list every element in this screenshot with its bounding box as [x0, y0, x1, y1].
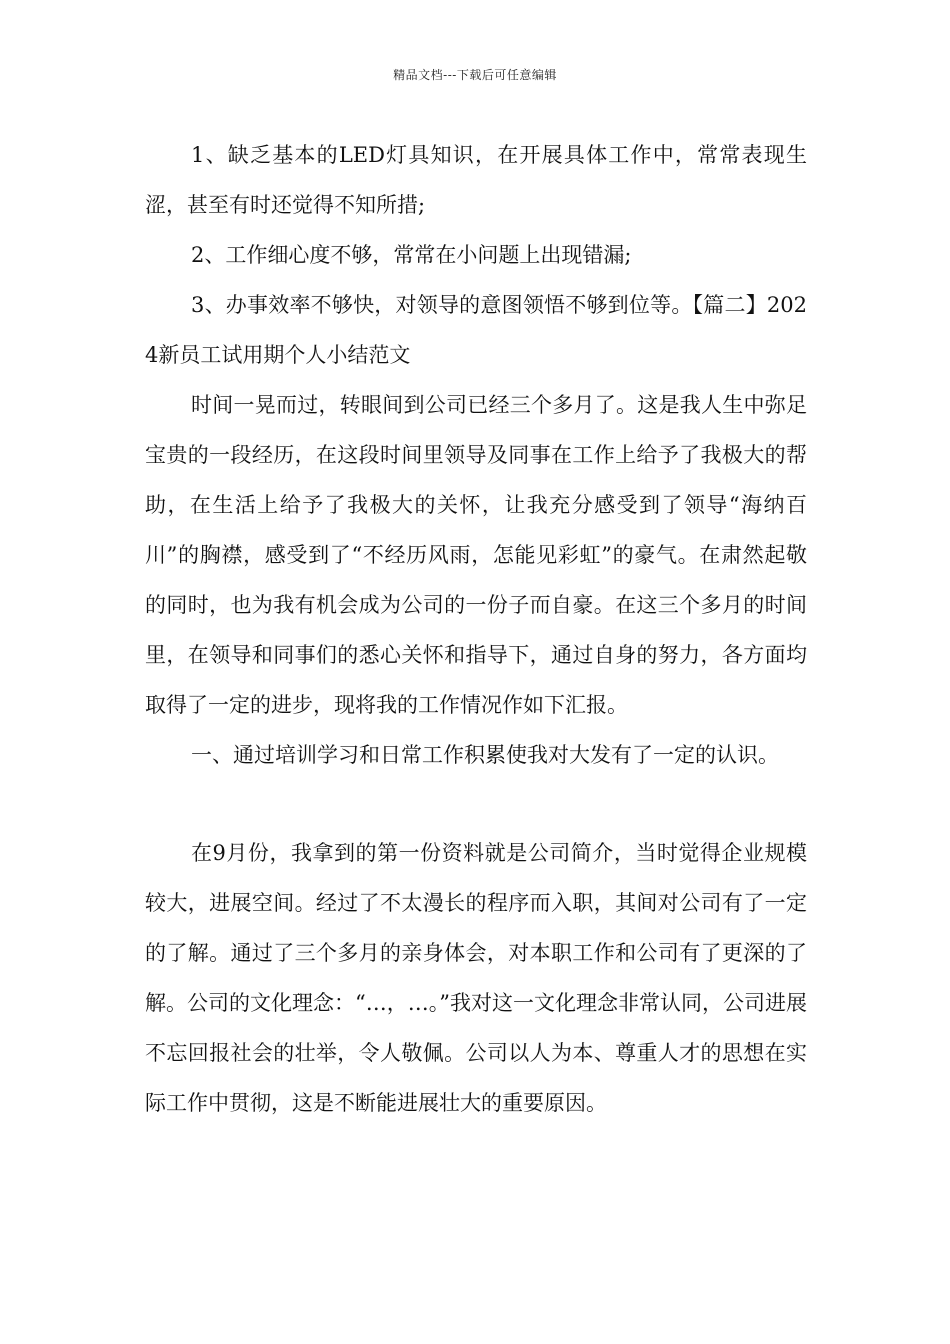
section-heading: 一、通过培训学习和日常工作积累使我对大发有了一定的认识。 [191, 743, 779, 767]
paragraph-1: 1、缺乏基本的LED灯具知识，在开展具体工作中，常常表现生涩，甚至有时还觉得不知所措; [145, 143, 807, 217]
paragraph-5: 在9月份，我拿到的第一份资料就是公司简介，当时觉得企业规模较大，进展空间。经过了不太漫长的程序而入职，其间对公司有了一定的了解。通过了三个多月的亲身体会，对本职工作和公司有了更深的了解。公司的文化理念：“…，…。”我对这一文化理念非常认同，公司进展不忘回报社会的壮举，令人敬佩。公司以人为本、尊重人才的思想在实际工作中贯彻，这是不断能进展壮大的重要原因。 [145, 841, 807, 1115]
page-header: 精品文档---下载后可任意编辑 [393, 68, 557, 82]
paragraph-3: 3、办事效率不够快，对领导的意图领悟不够到位等。【篇二】2024新员工试用期个人小结范文 [145, 293, 807, 367]
document-body [145, 130, 807, 1128]
paragraph-4: 时间一晃而过，转眼间到公司已经三个多月了。这是我人生中弥足宝贵的一段经历，在这段时间里领导及同事在工作上给予了我极大的帮助，在生活上给予了我极大的关怀，让我充分感受到了领导“海纳百川”的胸襟，感受到了“不经历风雨，怎能见彩虹”的豪气。在肃然起敬的同时，也为我有机会成为公司的一份子而自豪。在这三个多月的时间里，在领导和同事们的悉心关怀和指导下，通过自身的努力，各方面均取得了一定的进步，现将我的工作情况作如下汇报。 [145, 393, 807, 717]
paragraph-gap [145, 780, 807, 828]
paragraph-2: 2、工作细心度不够，常常在小问题上出现错漏; [191, 243, 632, 267]
